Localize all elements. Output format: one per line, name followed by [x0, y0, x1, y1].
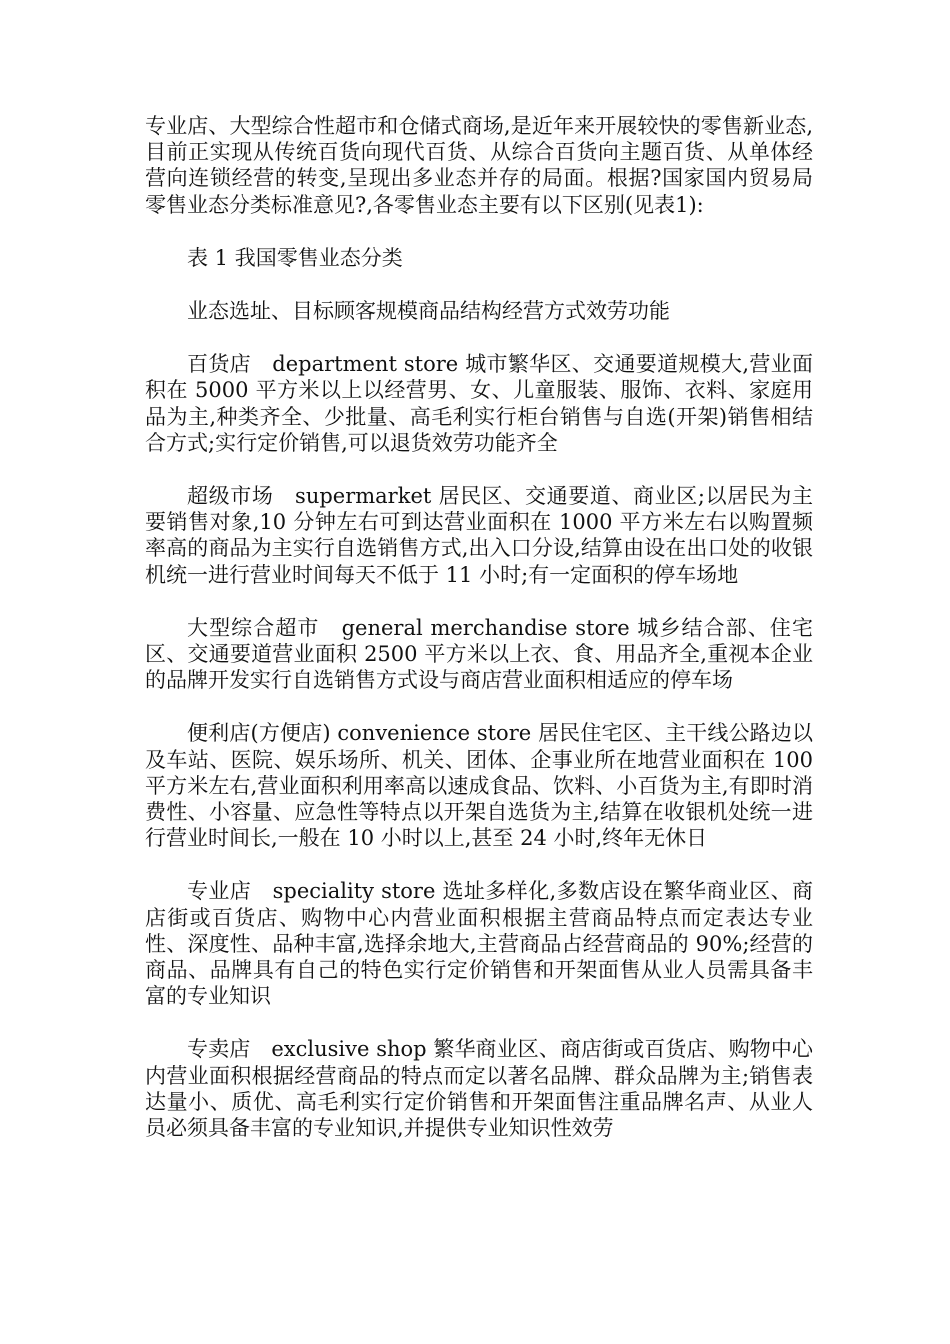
row-speciality-store: 专业店 speciality store 选址多样化,多数店设在繁华商业区、商店街或百货店、购物中心内营业面积根据主营商品特点而定表达专业性、深度性、品种丰富,选择余地大,主营商品占经营商品的 90%;经营的商品、品牌具有自己的特色实行定价销售和开架面售从业人员需具备丰富的专业知识 [145, 879, 813, 1009]
row-exclusive-shop: 专卖店 exclusive shop 繁华商业区、商店街或百货店、购物中心内营业面积根据经营商品的特点而定以著名品牌、群众品牌为主;销售表达量小、质优、高毛利实行定价销售和开架面售注重品牌名声、从业人员必须具备丰富的专业知识,并提供专业知识性效劳 [145, 1037, 813, 1141]
table-title: 表 1 我国零售业态分类 [187, 245, 403, 270]
row-supermarket: 超级市场 supermarket 居民区、交通要道、商业区;以居民为主要销售对象,10 分钟左右可到达营业面积在 1000 平方米左右以购置频率高的商品为主实行自选销售方式,出入口分设,结算由设在出口处的收银机统一进行营业时间每天不低于 11 小时;有一定面积的停车场地 [145, 484, 813, 587]
intro-paragraph: 专业店、大型综合性超市和仓储式商场,是近年来开展较快的零售新业态,目前正实现从传统百货向现代百货、从综合百货向主题百货、从单体经营向连锁经营的转变,呈现出多业态并存的局面。根据?国家国内贸易局零售业态分类标准意见?,各零售业态主要有以下区别(见表1): [145, 114, 813, 217]
row-general-merchandise-store: 大型综合超市 general merchandise store 城乡结合部、住宅区、交通要道营业面积 2500 平方米以上衣、食、用品齐全,重视本企业的品牌开发实行自选销售方式设与商店营业面积相适应的停车场 [145, 615, 813, 693]
row-department-store: 百货店 department store 城市繁华区、交通要道规模大,营业面积在 5000 平方米以上以经营男、女、儿童服装、服饰、衣料、家庭用品为主,种类齐全、少批量、高毛利实行柜台销售与自选(开架)销售相结合方式;实行定价销售,可以退货效劳功能齐全 [145, 352, 813, 455]
document-page [145, 113, 813, 1168]
row-convenience-store: 便利店(方便店) convenience store 居民住宅区、主干线公路边以及车站、医院、娱乐场所、机关、团体、企事业所在地营业面积在 100 平方米左右,营业面积利用率高以速成食品、饮料、小百货为主,有即时消费性、小容量、应急性等特点以开架自选货为主,结算在收银机处统一进行营业时间长,一般在 10 小时以上,甚至 24 小时,终年无休日 [145, 721, 813, 851]
table-header: 业态选址、目标顾客规模商品结构经营方式效劳功能 [187, 299, 670, 324]
